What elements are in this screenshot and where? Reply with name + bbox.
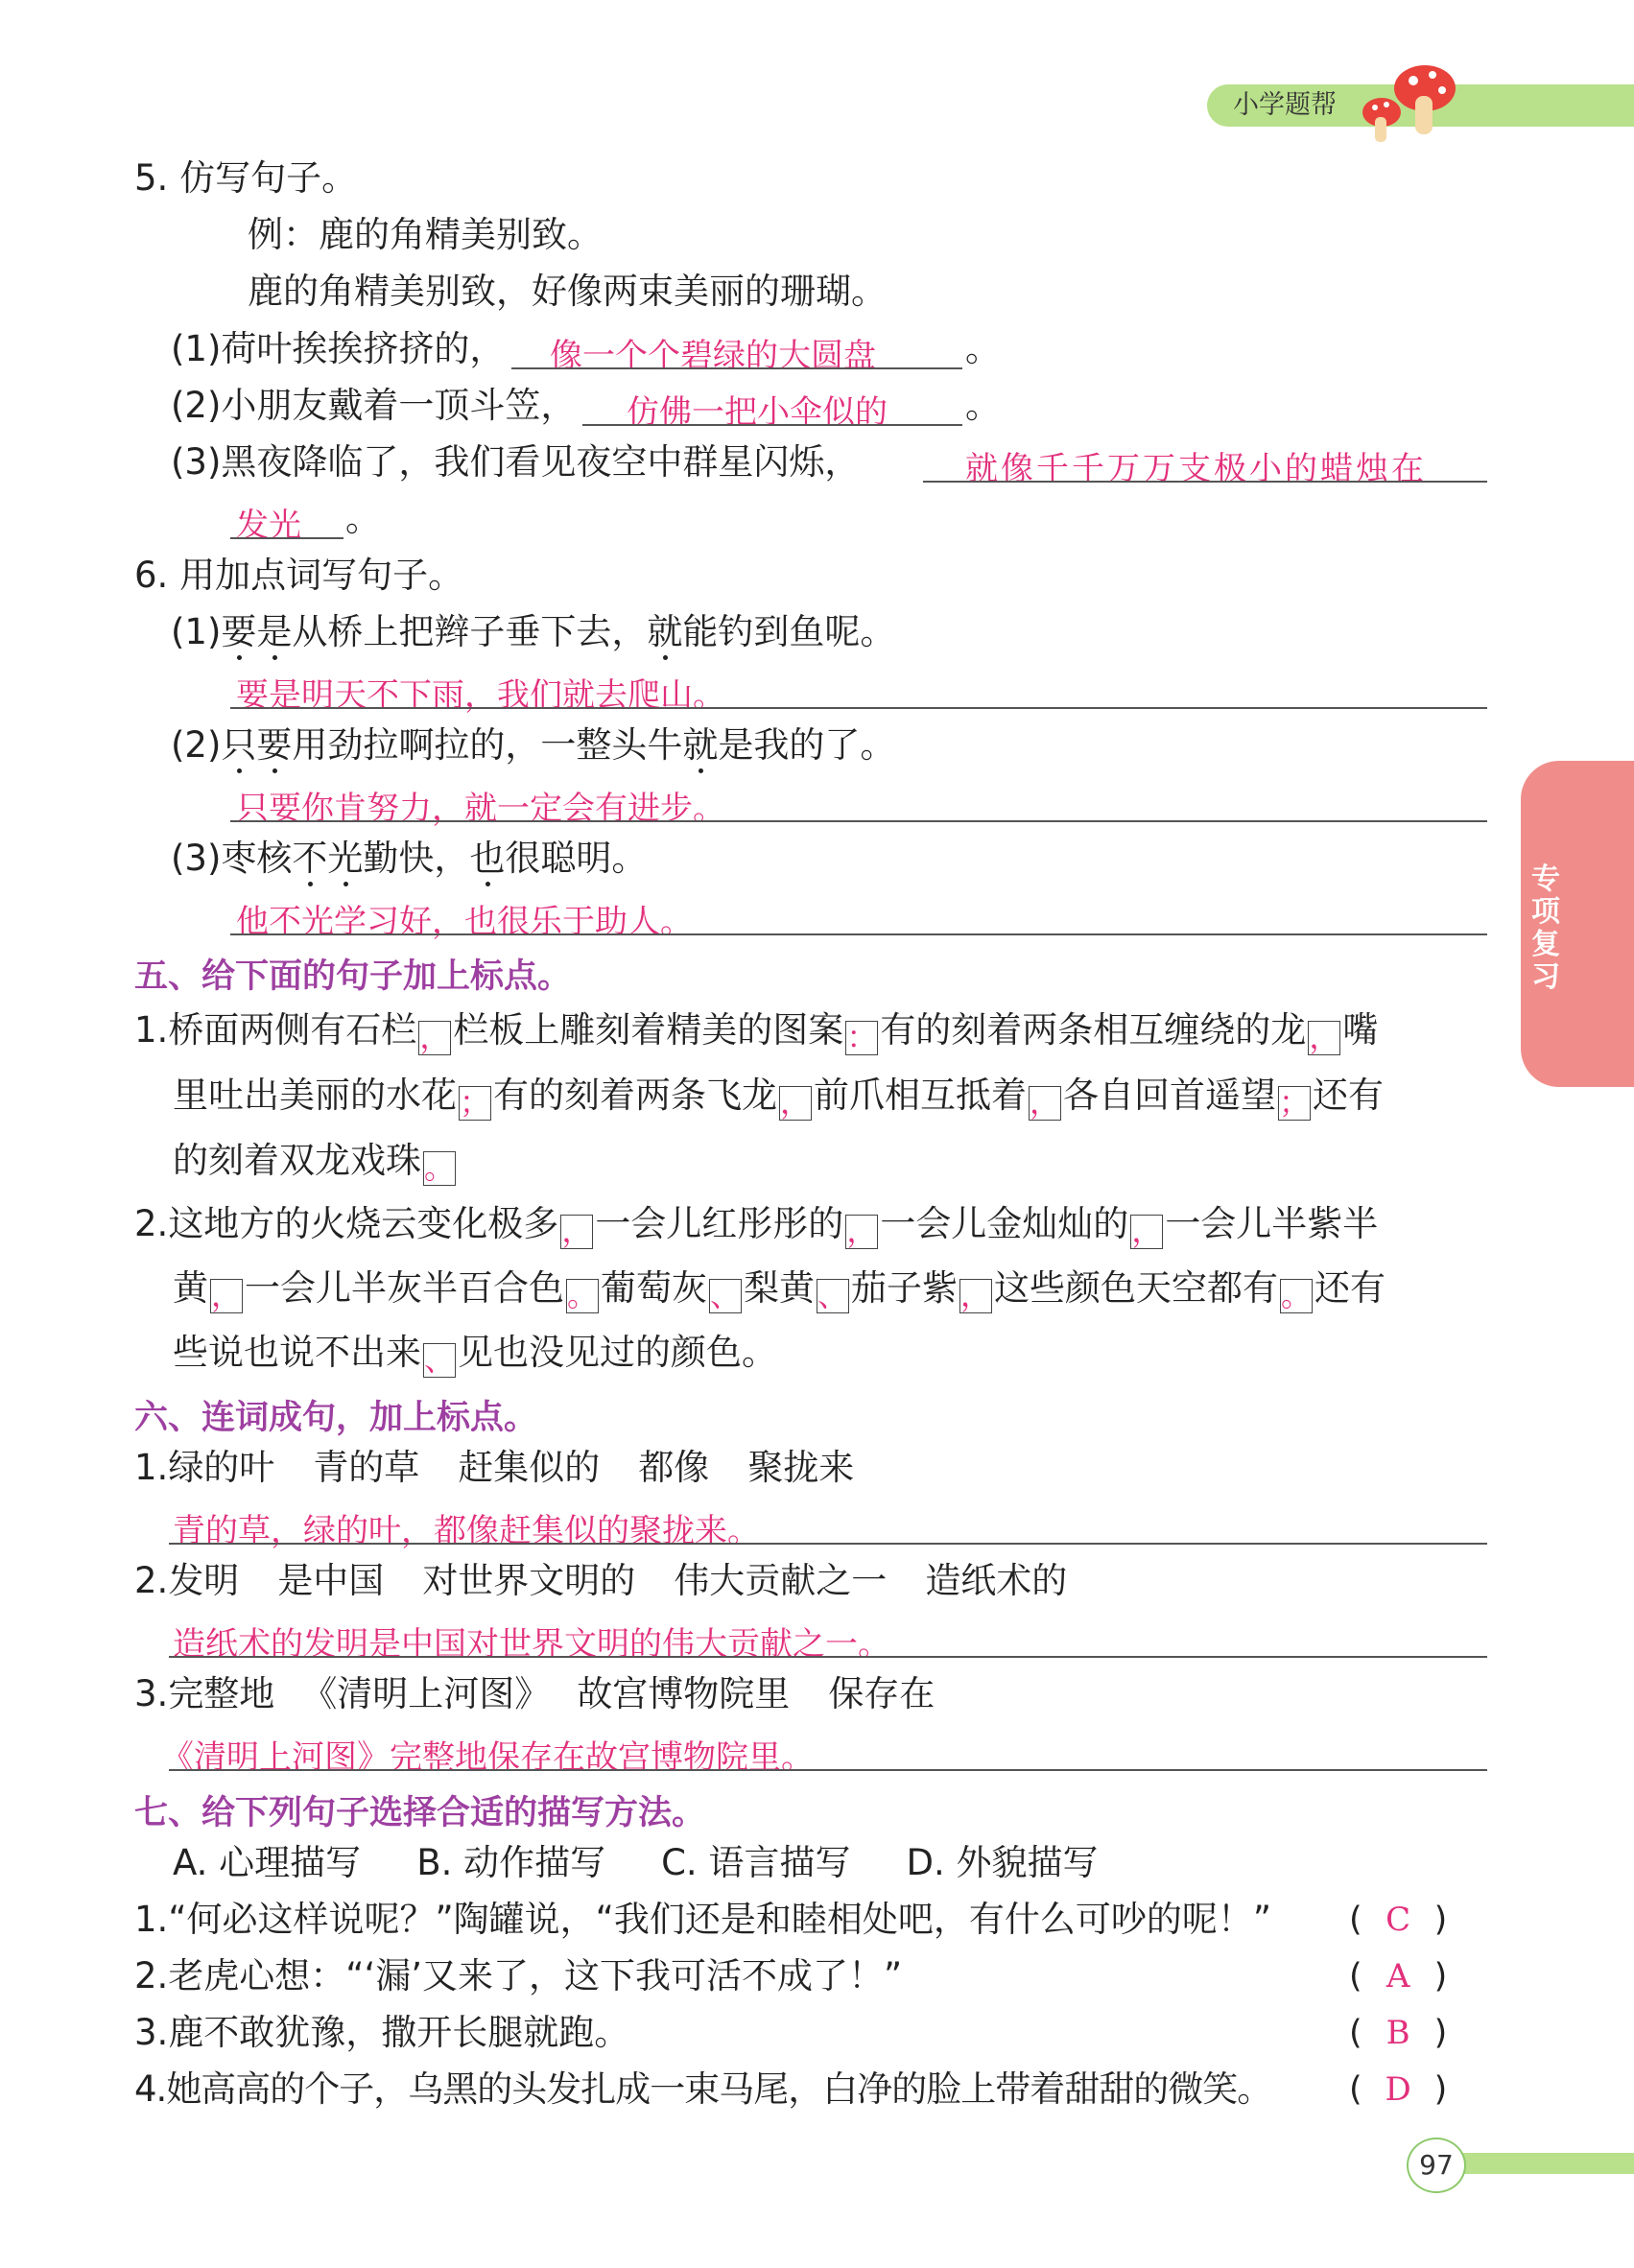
sec7-item-3: 3.鹿不敢犹豫，撒开长腿就跑。 (134, 2012, 630, 2053)
q5-example-2: 鹿的角精美别致，好像两束美丽的珊瑚。 (248, 271, 887, 312)
sec5-title: 五、给下面的句子加上标点。 (134, 957, 572, 996)
q5-title: 5. 仿写句子。 (134, 157, 358, 199)
sec6-item-1-words: 1.绿的叶 青的草 赶集似的 都像 聚拢来 (134, 1447, 855, 1488)
answer-line (169, 1769, 1487, 1771)
answer-line (923, 481, 1487, 483)
sec7-item-3-paren: ( B ) (1349, 2014, 1448, 2052)
sec7-title: 七、给下列句子选择合适的描写方法。 (134, 1794, 706, 1832)
q6-item-1-prompt: (1)要是从桥上把辫子垂下去，就能钓到鱼呢。 (171, 611, 896, 652)
q5-item-2-prompt: (2)小朋友戴着一顶斗笠， (171, 385, 577, 426)
answer-line (511, 367, 962, 369)
sec6-item-3-answer: 《清明上河图》完整地保存在故宫博物院里。 (161, 1738, 814, 1777)
q5-item-1-answer: 像一个个碧绿的大圆盘 (550, 337, 876, 375)
sec6-item-1-answer: 青的草，绿的叶，都像赶集似的聚拢来。 (173, 1512, 760, 1550)
q5-item-3-answer: 就像千千万万支极小的蜡烛在 (965, 450, 1427, 488)
sec6-item-2-answer: 造纸术的发明是中国对世界文明的伟大贡献之一。 (173, 1625, 890, 1664)
answer-line (169, 1656, 1487, 1658)
sec7-item-2-paren: ( A ) (1349, 1957, 1448, 1996)
answer-line (230, 933, 1487, 935)
mushroom-icon (1358, 59, 1463, 146)
sec7-options: A. 心理描写 B. 动作描写 C. 语言描写 D. 外貌描写 (173, 1842, 1099, 1883)
q5-item-1-prompt: (1)荷叶挨挨挤挤的， (171, 328, 506, 369)
sec5-p1-line3: 的刻着双龙戏珠。 (173, 1140, 456, 1186)
sec7-item-1-paren: ( C ) (1349, 1901, 1448, 1939)
sec6-item-3-words: 3.完整地 《清明上河图》 故宫博物院里 保存在 (134, 1673, 935, 1714)
q6-item-1-answer: 要是明天不下雨，我们就去爬山。 (236, 676, 725, 715)
sec6-item-2-words: 2.发明 是中国 对世界文明的 伟大贡献之一 造纸术的 (134, 1560, 1068, 1601)
page-number: 97 (1407, 2138, 1466, 2193)
answer-line (230, 537, 343, 539)
sec7-item-2: 2.老虎心想：“‘漏’又来了，这下我可活不成了！” (134, 1955, 903, 1996)
sec7-item-4-paren: ( D ) (1349, 2070, 1448, 2109)
q5-example-1: 例：鹿的角精美别致。 (248, 214, 603, 255)
q5-item-3-answer-cont: 发光 (236, 507, 301, 545)
header-brand: 小学题帮 (1233, 90, 1337, 120)
answer-line (230, 707, 1487, 709)
q5-item-2-end: 。 (965, 385, 1001, 426)
q5-item-1-end: 。 (965, 328, 1001, 369)
side-tab-label: 专项复习 (1531, 862, 1560, 994)
q5-item-2-answer: 仿佛一把小伞似的 (627, 393, 888, 432)
q6-title: 6. 用加点词写句子。 (134, 555, 464, 596)
sec5-p1-line1: 1.桥面两侧有石栏，栏板上雕刻着精美的图案：有的刻着两条相互缠绕的龙，嘴 (134, 1009, 1379, 1055)
q5-item-3-prompt: (3)黑夜降临了，我们看见夜空中群星闪烁， (171, 441, 861, 483)
answer-line (582, 424, 962, 426)
q6-item-2-prompt: (2)只要用劲拉啊拉的，一整头牛就是我的了。 (171, 724, 896, 766)
sec7-item-1: 1.“何必这样说呢？”陶罐说，“我们还是和睦相处吧，有什么可吵的呢！” (134, 1899, 1271, 1940)
q5-item-3-end: 。 (345, 498, 381, 539)
answer-line (169, 1543, 1487, 1545)
sec5-p2-line2: 黄，一会儿半灰半百合色。葡萄灰、梨黄、茄子紫，这些颜色天空都有。还有 (173, 1267, 1385, 1313)
answer-line (230, 820, 1487, 822)
sec5-p2-line1: 2.这地方的火烧云变化极多，一会儿红彤彤的，一会儿金灿灿的，一会儿半紫半 (134, 1203, 1379, 1249)
sec6-title: 六、连词成句，加上标点。 (134, 1399, 538, 1437)
sec5-p2-line3: 些说也说不出来、见也没见过的颜色。 (173, 1332, 777, 1378)
q6-item-3-answer: 他不光学习好，也很乐于助人。 (236, 903, 693, 941)
q6-item-2-answer: 只要你肯努力，就一定会有进步。 (236, 790, 725, 828)
footer-bar (1439, 2153, 1634, 2174)
sec5-p1-line2: 里吐出美丽的水花；有的刻着两条飞龙，前爪相互抵着，各自回首遥望；还有 (173, 1075, 1384, 1121)
sec7-item-4: 4.她高高的个子，乌黑的头发扎成一束马尾，白净的脸上带着甜甜的微笑。 (134, 2068, 1272, 2110)
q6-item-3-prompt: (3)枣核不光勤快，也很聪明。 (171, 838, 648, 879)
